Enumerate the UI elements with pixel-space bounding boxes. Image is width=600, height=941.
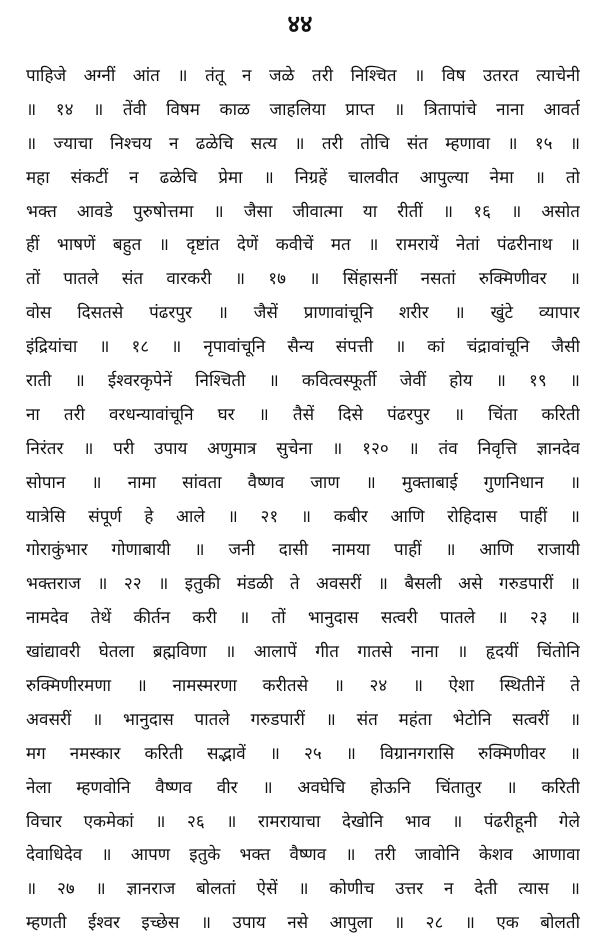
- text-line: यात्रेसि संपूर्ण हे आले ॥ २१ ॥ कबीर आणि रोहिदास पाहीं ॥: [26, 506, 580, 527]
- text-line: रुक्मिणीरमणा ॥ नामस्मरणा करीतसे ॥ २४ ॥ ऐशा स्थितीनें ते: [26, 676, 580, 697]
- text-line: भक्तराज ॥ २२ ॥ इतुकी मंडळी ते अवसरीं ॥ बैसली असे गरुडपारीं ॥: [26, 574, 580, 595]
- text-line: पाहिजे अग्नीं आंत ॥ तंतू न जळे तरी निश्चित ॥ विष उतरत त्याचेनी: [26, 66, 580, 86]
- text-line: भक्त आवडे पुरुषोत्तमा ॥ जैसा जीवात्मा या रीतीं ॥ १६ ॥ असोत: [26, 201, 580, 222]
- text-line: महा संकटीं न ढळेचि प्रेमा ॥ निग्रहें चालवीत आपुल्या नेमा ॥ तो: [26, 167, 580, 188]
- text-line: म्हणती ईश्वर इच्छेस ॥ उपाय नसे आपुला ॥ २८ ॥ एक बोलती: [26, 913, 580, 934]
- text-line: इंद्रियांचा ॥ १८ ॥ नृपावांचूनि सैन्य संपत्ती ॥ कां चंद्रावांचूनि जैसी: [26, 337, 580, 358]
- text-line: तों पातले संत वारकरी ॥ १७ ॥ सिंहासनीं नसतां रुक्मिणीवर ॥: [26, 269, 580, 290]
- text-line: निरंतर ॥ परी उपाय अणुमात्र सुचेना ॥ १२० ॥ तंव निवृत्ति ज्ञानदेव: [26, 438, 580, 459]
- text-line: नामदेव तेथें कीर्तन करी ॥ तों भानुदास सत्वरी पातले ॥ २३ ॥: [26, 608, 580, 629]
- text-line: राती ॥ ईश्वरकृपेनें निश्चिती ॥ कवित्वस्फूर्ती जेवीं होय ॥ १९ ॥: [26, 371, 580, 392]
- page-number: ४४: [287, 10, 313, 38]
- text-line: देवाधिदेव ॥ आपण इतुके भक्त वैष्णव ॥ तरी जावोनि केशव आणावा: [26, 845, 580, 866]
- text-line: खांद्यावरी घेतला ब्रह्मविणा ॥ आलापें गीत गातसे नाना ॥ हृदयीं चिंतोनि: [26, 642, 580, 663]
- text-line: हीं भाषणें बहुत ॥ दृष्टांत देणें कवीचें मत ॥ रामरायें नेतां पंढरीनाथ ॥: [26, 235, 580, 256]
- text-line: ॥ १४ ॥ तेंवी विषम काळ जाहलिया प्राप्त ॥ त्रितापांचे नाना आवर्त: [26, 99, 580, 120]
- text-line: सोपान ॥ नामा सांवता वैष्णव जाण ॥ मुक्ताबाई गुणनिधान ॥: [26, 472, 580, 493]
- text-line: वोस दिसतसे पंढरपुर ॥ जैसें प्राणावांचूनि शरीर ॥ खुंटे व्यापार: [26, 303, 580, 324]
- verse-text-block: [26, 60, 580, 941]
- text-line: ॥ ज्याचा निश्चय न ढळेचि सत्य ॥ तरी तोचि संत म्हणावा ॥ १५ ॥: [26, 133, 580, 154]
- text-line: ॥ २७ ॥ ज्ञानराज बोलतां ऐसें ॥ कोणीच उत्तर न देती त्यास ॥: [26, 879, 580, 900]
- text-line: गोराकुंभार गोणाबायी ॥ जनी दासी नामया पाहीं ॥ आणि राजायी: [26, 540, 580, 561]
- text-line: विचार एकमेकां ॥ २६ ॥ रामरायाचा देखोनि भाव ॥ पंढरीहूनी गेले: [26, 811, 580, 832]
- text-line: ना तरी वरधन्यावांचूनि घर ॥ तैसें दिसे पंढरपुर ॥ चिंता करिती: [26, 404, 580, 425]
- text-line: अवसरीं ॥ भानुदास पातले गरुडपारीं ॥ संत महंता भेटोनि सत्वरीं ॥: [26, 709, 580, 730]
- text-line: नेला म्हणवोनि वैष्णव वीर ॥ अवघेचि होऊनि चिंतातुर ॥ करिती: [26, 777, 580, 798]
- text-line: मग नमस्कार करिती सद्भावें ॥ २५ ॥ विग्रानगरासि रुक्मिणीवर ॥: [26, 743, 580, 764]
